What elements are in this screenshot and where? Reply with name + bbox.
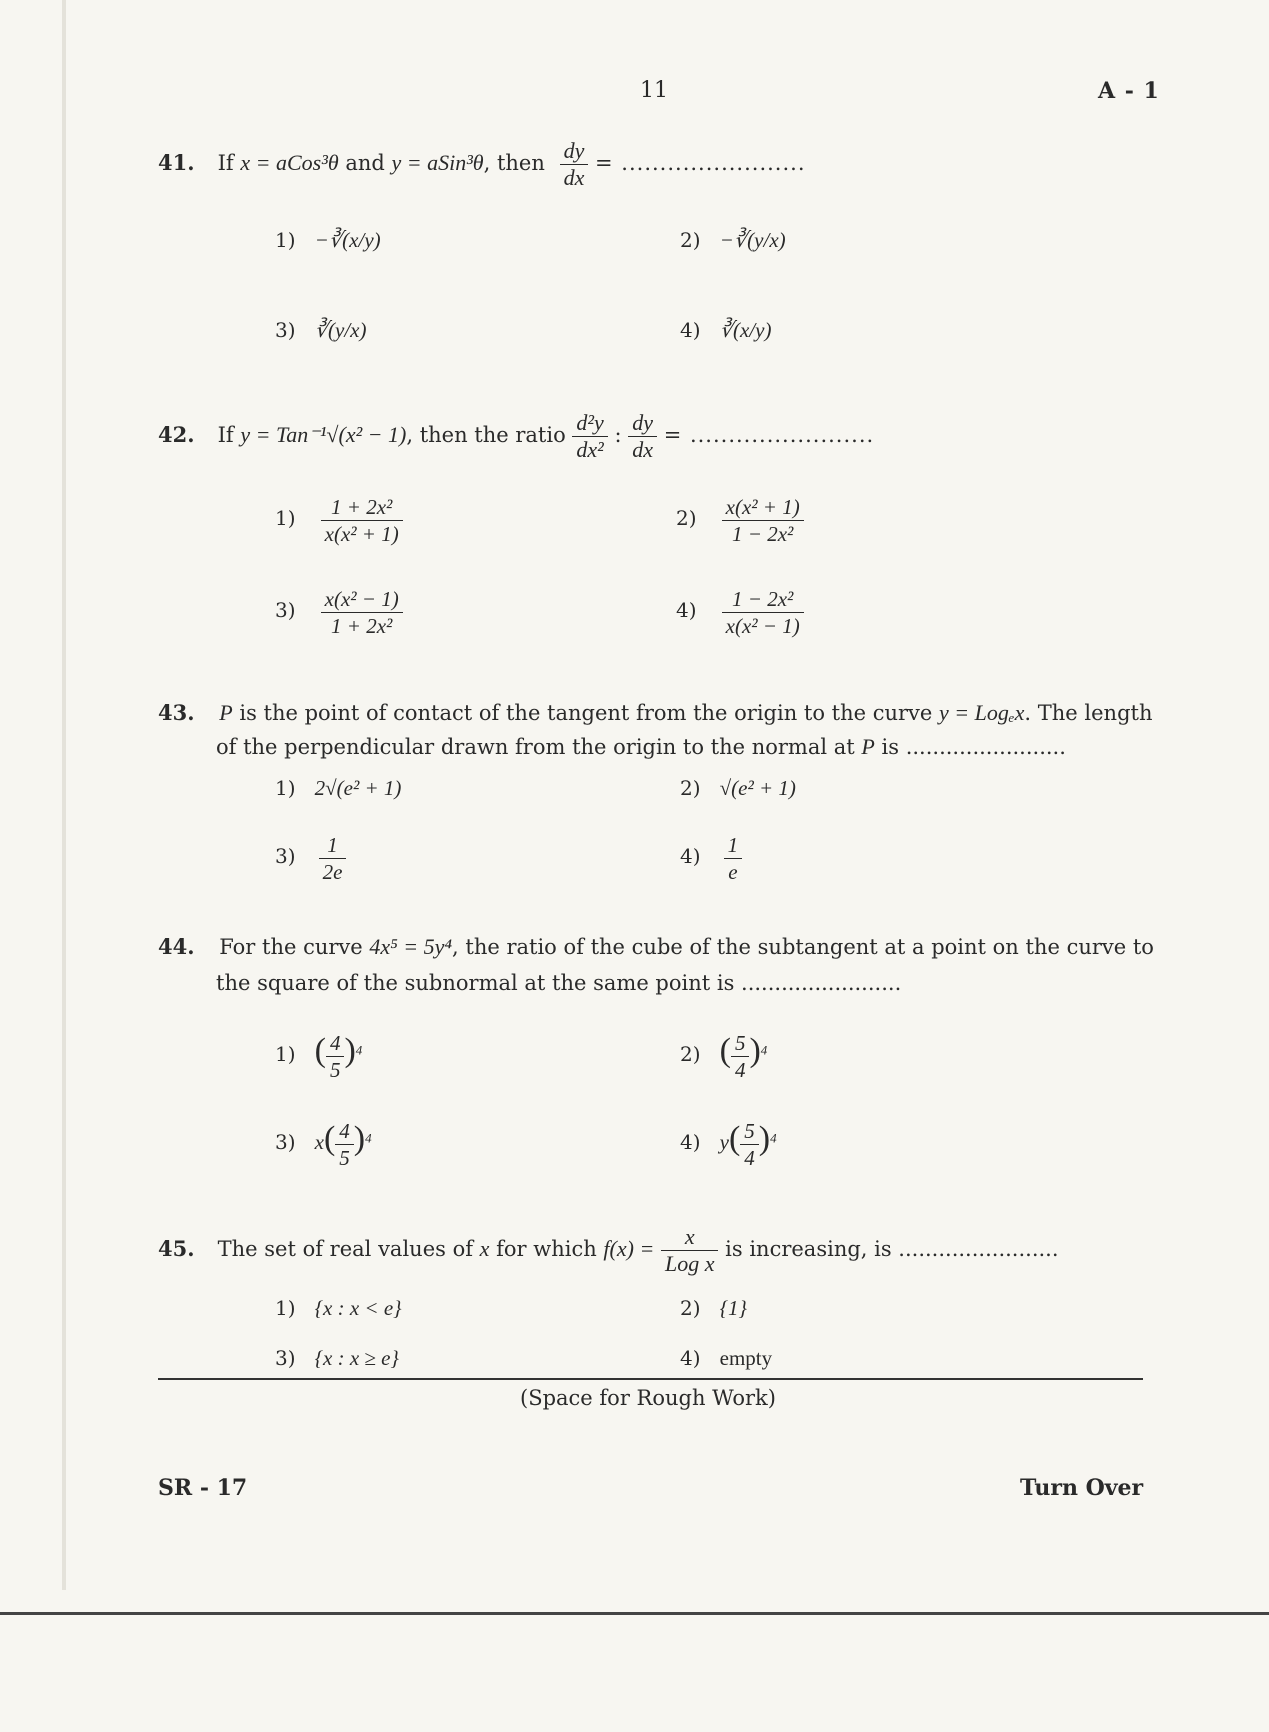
question-42	[158, 410, 874, 463]
option-44-2[interactable]: 2) ( $\frac{5}{4}$ )$^4$	[680, 1031, 768, 1082]
question-44: 44. For the curve 4x⁵ = 5y⁴, the ratio of the cube of the subtangent at a point on the curve to	[158, 934, 1154, 959]
option-41-1[interactable]: 1) −∛(x/y)	[275, 228, 381, 252]
footer-code: SR - 17	[158, 1475, 248, 1501]
option-44-3[interactable]: 3) x( $\frac{4}{5}$ )$^4$	[275, 1119, 372, 1170]
option-41-2[interactable]: 2) −∛(y/x)	[680, 228, 786, 252]
question-45: 45. The set of real values of x for which f(x) = $\frac{x}{\text{Log x}}$ is increasing, is ........................	[158, 1224, 1059, 1276]
option-45-4[interactable]: 4) empty	[680, 1346, 773, 1370]
option-45-1[interactable]: 1) {x : x < e}	[275, 1296, 402, 1320]
second-derivative-fraction: $\frac{\text{d²y}}{\text{dx²}}$	[572, 410, 607, 463]
question-44-line2: the square of the subnormal at the same point is ........................	[216, 971, 902, 995]
page-fold-shadow	[62, 0, 66, 1590]
option-45-3[interactable]: 3) {x : x ≥ e}	[275, 1346, 399, 1370]
option-43-2[interactable]: 2) √(e² + 1)	[680, 776, 796, 800]
question-number: 43.	[158, 700, 195, 725]
question-43-line2: of the perpendicular drawn from the origin to the normal at P is ........................	[216, 734, 1066, 759]
option-44-1[interactable]: 1) ( $\frac{4}{5}$ )$^4$	[275, 1031, 363, 1082]
option-43-1[interactable]: 1) 2√(e² + 1)	[275, 776, 402, 800]
question-number: 41.	[158, 150, 195, 175]
option-42-3[interactable]: 3) $\frac{\text{x(x² − 1)}}{\text{1 + 2x²}}$	[275, 586, 403, 639]
question-number: 45.	[158, 1236, 195, 1261]
function-fraction: $\frac{x}{\text{Log x}}$	[661, 1224, 719, 1277]
option-41-3[interactable]: 3) ∛(y/x)	[275, 318, 367, 342]
question-number: 44.	[158, 934, 195, 959]
option-42-4[interactable]: 4) $\frac{\text{1 − 2x²}}{\text{x(x² − 1)}}$	[676, 586, 804, 639]
option-43-3[interactable]: 3) $\frac{1}{2e}$	[275, 832, 346, 885]
option-45-2[interactable]: 2) {1}	[680, 1296, 747, 1320]
question-41	[158, 138, 806, 191]
question-number: 42.	[158, 422, 195, 447]
option-41-4[interactable]: 4) ∛(x/y)	[680, 318, 772, 342]
question-stem: If y = Tan⁻¹√(x² − 1), then the ratio $\frac{\text{d²y}}{\text{dx²}}$ : $\frac{dy}{dx}$ = ........................	[217, 410, 875, 462]
page-number: 11	[640, 78, 668, 103]
option-43-4[interactable]: 4) $\frac{1}{e}$	[680, 832, 742, 885]
derivative-fraction: $\frac{dy}{dx}$	[560, 138, 589, 191]
question-43: 43. P is the point of contact of the tangent from the origin to the curve y = Logₑx. The length	[158, 700, 1153, 725]
paper-code: A - 1	[1098, 78, 1160, 104]
option-44-4[interactable]: 4) y( $\frac{5}{4}$ )$^4$	[680, 1119, 777, 1170]
option-42-2[interactable]: 2) $\frac{\text{x(x² + 1)}}{\text{1 − 2x²}}$	[676, 494, 804, 547]
divider-rule	[158, 1378, 1143, 1380]
question-stem: If x = aCos³θ and y = aSin³θ, then $\frac{dy}{dx}$ = ........................	[217, 138, 806, 190]
page-edge-line	[0, 1612, 1269, 1615]
turn-over-label: Turn Over	[1020, 1475, 1144, 1501]
rough-work-label: (Space for Rough Work)	[520, 1386, 776, 1410]
option-42-1[interactable]: 1) $\frac{\text{1 + 2x²}}{\text{x(x² + 1)}}$	[275, 494, 403, 547]
first-derivative-fraction: $\frac{dy}{dx}$	[628, 410, 657, 463]
